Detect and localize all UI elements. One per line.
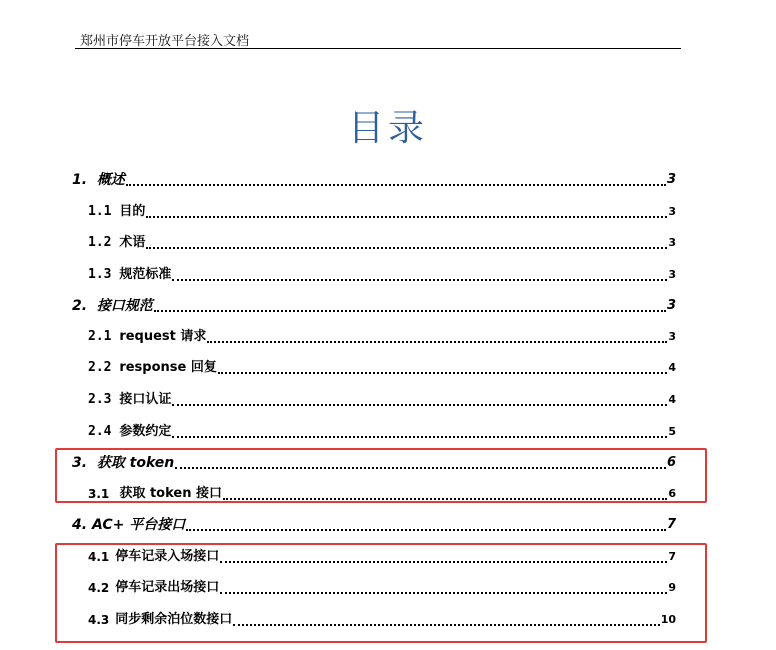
toc-entry-page: 9 [668,581,676,594]
toc-entry-number: 4.2 [88,581,110,595]
toc-entry-4[interactable] [72,515,676,535]
toc-entry-title: 获取 token [96,455,175,471]
toc-entry-title: 获取 token 接口 [119,486,223,501]
toc-entry-title: 目的 [119,204,146,219]
document-header-title: 郑州市停车开放平台接入文档 [80,34,250,49]
toc-entry-title: response 回复 [119,360,217,375]
toc-leader-dots [172,279,667,281]
toc-entry-number: 4.1 [88,550,110,564]
toc-entry-page: 3 [668,205,676,218]
toc-leader-dots [186,529,666,531]
highlight-box-token [55,448,707,503]
toc-leader-dots [126,184,666,186]
toc-entry-title: 接口认证 [119,392,172,407]
toc-heading: 目录 [347,108,428,149]
toc-entry-title: 参数约定 [119,424,172,439]
toc-entry-2-4[interactable] [88,422,676,442]
toc-entry-page: 7 [668,550,676,563]
toc-entry-page: 4 [668,361,676,374]
toc-entry-page: 6 [666,455,676,470]
toc-entry-title: 停车记录出场接口 [115,580,220,595]
toc-entry-number: 2.4 [88,424,120,439]
toc-entry-page: 3 [666,172,676,187]
toc-entry-title: request 请求 [119,329,207,344]
toc-entry-number: 2.2 [88,360,120,375]
toc-entry-number: 3.1 [88,487,114,501]
toc-entry-number: 1.3 [88,267,120,282]
toc-entry-page: 4 [668,393,676,406]
toc-entry-number: 1.2 [88,235,120,250]
toc-leader-dots [207,341,667,343]
toc-leader-dots [154,310,666,312]
toc-entry-title: 术语 [119,235,146,250]
toc-entry-2-1[interactable] [88,327,676,347]
toc-entry-title: 停车记录入场接口 [115,549,220,564]
toc-entry-number: 2.1 [88,329,120,344]
toc-entry-number: 3. [72,455,97,471]
toc-entry-page: 6 [668,487,676,500]
toc-entry-page: 3 [666,298,676,313]
toc-entry-page: 3 [668,236,676,249]
toc-entry-title: 同步剩余泊位数接口 [115,612,233,627]
toc-entry-title: AC+ 平台接口 [91,517,186,533]
toc-leader-dots [146,216,667,218]
toc-leader-dots [172,436,667,438]
toc-entry-page: 5 [668,425,676,438]
toc-entry-1-2[interactable] [88,233,676,253]
toc-entry-title: 规范标准 [119,267,172,282]
toc-entry-1-3[interactable] [88,265,676,285]
toc-entry-number: 2.3 [88,392,120,407]
toc-entry-number: 1. [72,172,97,188]
toc-entry-1[interactable] [72,170,676,190]
toc-leader-dots [146,247,667,249]
toc-entry-number: 4.3 [88,613,110,627]
toc-entry-page: 10 [660,613,676,626]
toc-entry-page: 3 [668,330,676,343]
toc-entry-title: 接口规范 [96,298,153,314]
toc-leader-dots [218,372,667,374]
toc-entry-page: 7 [666,517,676,532]
toc-entry-number: 2. [72,298,97,314]
toc-leader-dots [172,404,667,406]
toc-entry-page: 3 [668,268,676,281]
highlight-box-ac-interfaces [55,543,707,643]
toc-entry-1-1[interactable] [88,202,676,222]
toc-entry-2-2[interactable] [88,358,676,378]
toc-entry-2-3[interactable] [88,390,676,410]
toc-entry-title: 概述 [96,172,125,188]
toc-entry-2[interactable] [72,296,676,316]
toc-entry-number: 4. [72,517,92,533]
toc-entry-number: 1.1 [88,204,120,219]
